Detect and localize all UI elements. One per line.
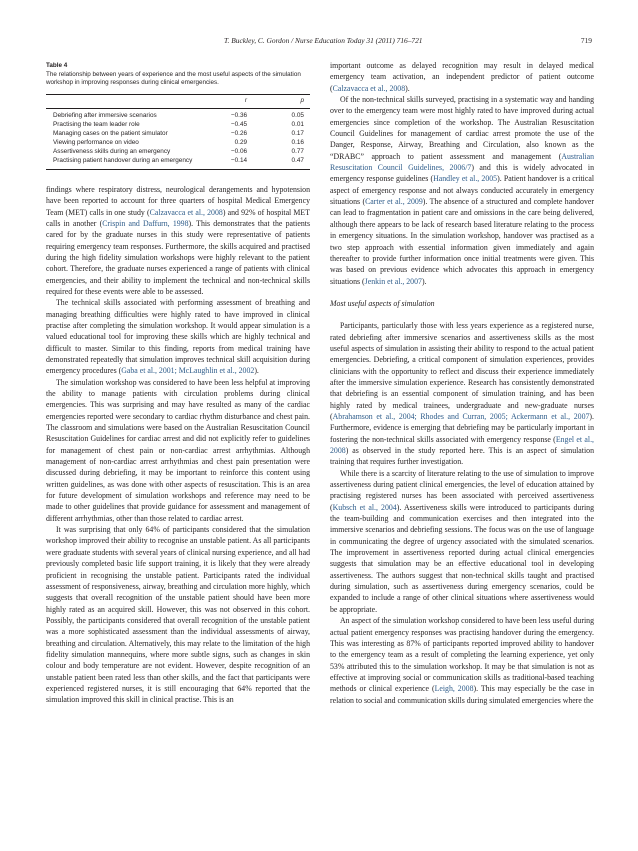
row-p-value: 0.17 <box>291 130 304 138</box>
row-p-value: 0.05 <box>291 112 304 120</box>
row-p-value: 0.77 <box>291 148 304 155</box>
table-body <box>46 109 310 169</box>
citation-link[interactable]: Australian Resuscitation Council Guidelines, 2006/7 <box>330 151 594 173</box>
citation-link[interactable]: Carter et al., 2009 <box>365 197 423 207</box>
table-row <box>46 121 310 130</box>
table-bottom-rule <box>46 169 310 170</box>
citation-link[interactable]: Kubsch et al., 2004 <box>332 502 397 512</box>
citation-link[interactable]: Calzavacca et al., 2008 <box>149 207 223 217</box>
citation-link[interactable]: Leigh, 2008 <box>434 684 474 694</box>
row-r-value: −0.45 <box>230 121 248 129</box>
table-4 <box>46 62 310 170</box>
table-caption: The relationship between years of experience and the most useful aspects of the simulation workshop in improving responses during clinical emergencies. <box>46 70 301 87</box>
row-r-value: −0.36 <box>230 112 248 120</box>
col-r-header: r <box>244 96 248 104</box>
page-number: 719 <box>580 36 592 45</box>
row-p-value: 0.16 <box>291 139 304 147</box>
row-label: Debriefing after immersive scenarios <box>53 112 157 120</box>
section-heading: Most useful aspects of simulation <box>330 298 435 308</box>
body-paragraph: The technical skills associated with performing assessment of breathing and managing breathing difficulties were highly rated to have improved in clinical practise after completing the simulation workshop. It would appear simulation is a valued educational tool for improving these skills which are highly technical and difficult to master. Similar to this finding, reports from medical training have demonstrated repeatedly that simulation improves technical skill acquisition during emergency procedures (Gaba et al., 2001; McLaughlin et al., 2002). <box>46 298 310 376</box>
table-row <box>46 139 310 148</box>
table-row <box>46 157 310 169</box>
row-label: Practising the team leader role <box>53 121 140 129</box>
row-label: Practising patient handover during an emergency <box>53 156 193 164</box>
row-label: Managing cases on the patient simulator <box>53 130 168 138</box>
body-paragraph: The simulation workshop was considered to have been less helpful at improving the ability to manage patients with circulation problems during clinical emergencies. This was surprising and may have resulted as many of the cardiac emergencies reported were secondary to cardiac rhythm disturbance and chest pain. The classroom and simulations were based on the Australian Resuscitation Council Resuscitation Guidelines for cardiac arrest and did not explicitly refer to guidelines for management of chest pain or non-cardiac arrest arrhythmias. Although management of non-cardiac arrest arrhythmias and chest pain presentation were discussed during debriefing, it may be important to reinforce this content using written guidelines, as was done with other aspects of resuscitation. This is an area for future development of simulation workshops and reference may need to be made to other guidelines that provide guidance for assessment and management of different arrhythmias, other than those related to cardiac arrest. <box>46 377 310 523</box>
row-r-value: −0.06 <box>230 148 248 155</box>
citation-link[interactable]: Abrahamson et al., 2004; Rhodes and Curran, 2005; Ackermann et al., 2007 <box>332 411 590 421</box>
table-header-row <box>46 94 310 109</box>
table-label: Table 4 <box>46 62 68 69</box>
right-column <box>330 60 594 706</box>
running-head <box>46 36 592 50</box>
table-row <box>46 130 310 139</box>
col-p-header: p <box>300 96 304 104</box>
row-p-value: 0.47 <box>291 156 304 164</box>
citation-link[interactable]: Jenkin et al., 2007 <box>364 276 422 286</box>
row-label: Assertiveness skills during an emergency <box>53 148 171 155</box>
body-paragraph: While there is a scarcity of literature relating to the use of simulation to improve assertiveness during patient clinical emergencies, the level of education attained by practising registered nurses has been associated with perceived assertiveness (Kubsch et al., 2004). Assertiveness skills were introduced to participants during the team-building and communication exercises and then integrated into the immersive scenarios and debriefing sessions. The focus was on the use of language in communicating the degree of urgency associated with the simulated scenarios. The improvement in assertiveness reported during actual clinical emergencies suggests that simulation may be an effective educational tool in developing assertiveness. The authors suggest that non-technical skills taught and practised during simulation, such as assertiveness during emergency scenarios, could be expanded to include a range of other clinical situations where assertiveness would be appropriate. <box>330 468 594 614</box>
row-r-value: −0.14 <box>230 156 248 164</box>
row-label: Viewing performance on video <box>53 139 139 147</box>
table-row <box>46 148 310 157</box>
body-paragraph: Participants, particularly those with less years experience as a registered nurse, rated debriefing after immersive scenarios and assertiveness skills as the most useful aspects of simulation in assisting their ability to respond to the actual patient emergencies. Debriefing, a critical component of simulation experiences, provides clinicians with the opportunity to reflect and discuss their experience immediately after the immersive simulation experience. Research has consistently demonstrated that debriefing is an essential component of simulation training, and has been highly rated by medical trainees, undergraduate and new-graduate nurses (Abrahamson et al., 2004; Rhodes and Curran, 2005; Ackermann et al., 2007). Furthermore, evidence is emerging that debriefing may be particularly important in fostering the non-technical skills associated with emergency response (Engel et al., 2008) as observed in the study reported here. This is an aspect of simulation training that requires further investigation. <box>330 321 594 467</box>
citation-link[interactable]: Calzavacca et al., 2008 <box>332 83 406 93</box>
left-column <box>46 62 310 706</box>
body-paragraph: findings where respiratory distress, neurological derangements and hypotension have been reported to account for three quarters of hospital Medical Emergency Team (MET) calls in one study (Calzavacca et al., 2008) and 92% of hospital MET calls in another (Crispin and Daffurn, 1998). This demonstrates that the patients cared for by the graduate nurses in this study were representative of patients requiring emergency team responses. Furthermore, the skills acquired and practised during the high fidelity simulation workshops were highly relevant to the patient cohort. Therefore, the graduate nurses experienced a range of patients with clinical emergencies, and their ability to implement the technical and non-technical skills required for these events were able to be assessed. <box>46 184 310 296</box>
citation-link[interactable]: Crispin and Daffurn, 1998 <box>102 218 189 228</box>
row-p-value: 0.01 <box>291 121 304 129</box>
row-r-value: 0.29 <box>234 139 248 147</box>
body-paragraph: An aspect of the simulation workshop considered to have been less useful during actual patient emergency responses was practising handover during the emergency. This was interesting as 87% of participants reported improved ability to handover to the emergency team as a result of completing the learning experience, yet only 53% attributed this to the simulation workshop. It may be that simulation is not as effective at improving social or communication skills as traditional-based teaching methods or clinical experience (Leigh, 2008). This may especially be the case in relation to social and communication skills during simulated emergencies where the <box>330 616 594 705</box>
correlation-table <box>46 94 310 169</box>
journal-citation: T. Buckley, C. Gordon / Nurse Education Today 31 (2011) 716–721 <box>224 36 423 45</box>
citation-link[interactable]: Gaba et al., 2001; McLaughlin et al., 2002 <box>121 366 255 376</box>
citation-link[interactable]: Handley et al., 2005 <box>433 174 498 184</box>
row-r-value: −0.26 <box>230 130 248 138</box>
body-paragraph: Of the non-technical skills surveyed, practising in a systematic way and handing over to the emergency team were most highly rated to have improved during actual emergencies since completion of the workshop. The Australian Resuscitation Council Guidelines for management of cardiac arrest promote the use of the Danger, Response, Airway, Breathing and Circulation, also known as the “DRABC” approach to patient assessment and management (Australian Resuscitation Council Guidelines, 2006/7) and this is widely advocated in emergency response guidelines (Handley et al., 2005). Patient handover is a critical aspect of emergency response and not always conducted accurately in emergency situations (Carter et al., 2009). The absence of a structured and complete handover can lead to fragmentation in patient care and omissions in the care being delivered, although there appears to be lack of research based literature relating to the process in emergency situations. In the simulation workshop, handover was practised as a two step approach with essential information given immediately and again thereafter to provide further information once initial treatments were given. This was based on previous evidence which advocates this approach in emergency situations (Jenkin et al., 2007). <box>330 95 594 286</box>
body-paragraph: It was surprising that only 64% of participants considered that the simulation workshop improved their ability to recognise an unstable patient. As all participants were graduate students with several years of clinical nursing experience, and all had previously completed basic life support training, it is likely that they were already proficient in recognising the unstable patient. Participants rated the individual assessment of responsiveness, airway, breathing and circulation more highly, which suggests that overall recognition of the unstable patient should have been more highly rated as an acquired skill. However, this was not observed in this cohort. Possibly, the participants considered that overall recognition of the unstable patient was a more sophisticated assessment than the individual assessments of airway, breathing and circulation. Alternatively, this may relate to the limitation of the high fidelity simulation mannequins, where more subtle signs, such as changes in skin colour and body temperature are not evident. However, despite recognition of an unstable patient been rated less than other skills, and the fact that participants were experienced registered nurses, it is still encouraging that 64% reported that the simulation improved this skill in clinical practise. This is an <box>46 525 310 705</box>
table-row <box>46 109 310 121</box>
body-paragraph: important outcome as delayed recognition may result in delayed medical emergency team activation, an independent predictor of patient outcome (Calzavacca et al., 2008). <box>330 61 594 93</box>
citation-link[interactable]: Engel et al., 2008 <box>330 434 594 455</box>
